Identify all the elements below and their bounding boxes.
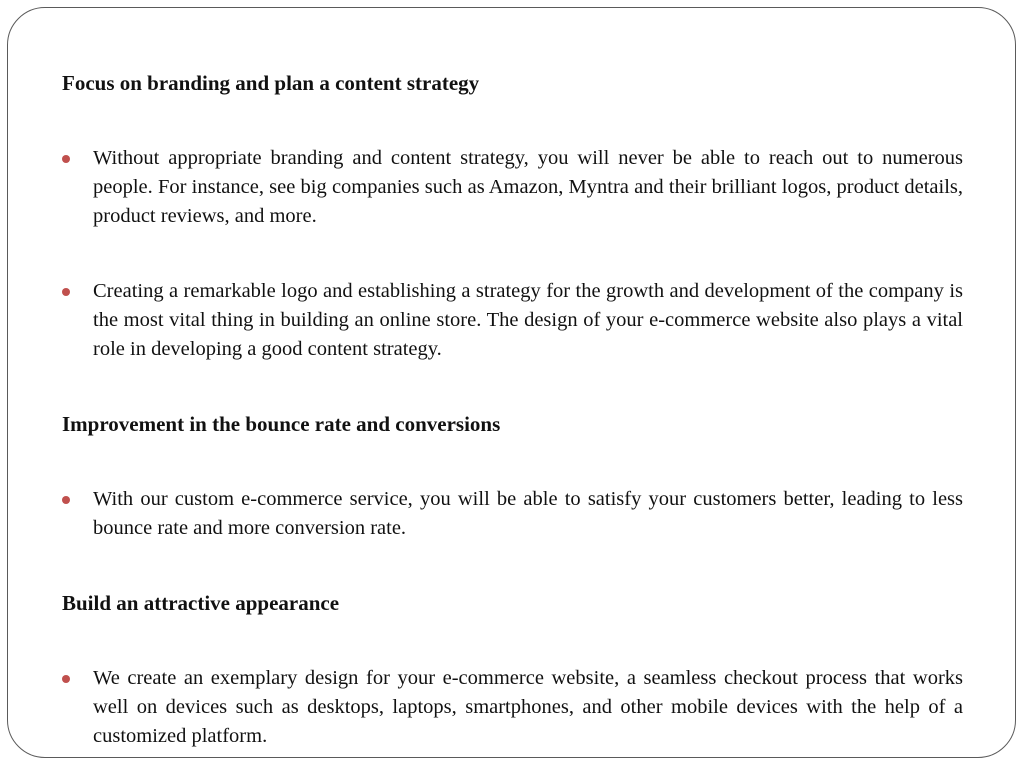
section-heading-branding: Focus on branding and plan a content strategy [62, 71, 480, 95]
section-heading-bounce-rate: Improvement in the bounce rate and conversions [62, 412, 501, 436]
bullet-icon [62, 155, 70, 163]
bullet-text: Without appropriate branding and content strategy, you will never be able to reach out to numerous people. For instance, see big companies such as Amazon, Myntra and their brilliant logos, product details, product reviews, and more. [93, 147, 963, 227]
section-heading-appearance: Build an attractive appearance [62, 591, 340, 615]
bullet-text: With our custom e-commerce service, you will be able to satisfy your customers better, leading to less bounce rate and more conversion rate. [93, 488, 963, 539]
bullet-icon [62, 496, 70, 504]
bullet-icon [62, 675, 70, 683]
bullet-text: We create an exemplary design for your e-commerce website, a seamless checkout process that works well on devices such as desktops, laptops, smartphones, and other mobile devices with the help of a customized platform. [93, 667, 963, 747]
bullet-icon [62, 288, 70, 296]
bullet-text: Creating a remarkable logo and establishing a strategy for the growth and development of the company is the most vital thing in building an online store. The design of your e-commerce website also plays a vital role in developing a good content strategy. [93, 280, 963, 360]
slide-frame [7, 7, 1016, 758]
